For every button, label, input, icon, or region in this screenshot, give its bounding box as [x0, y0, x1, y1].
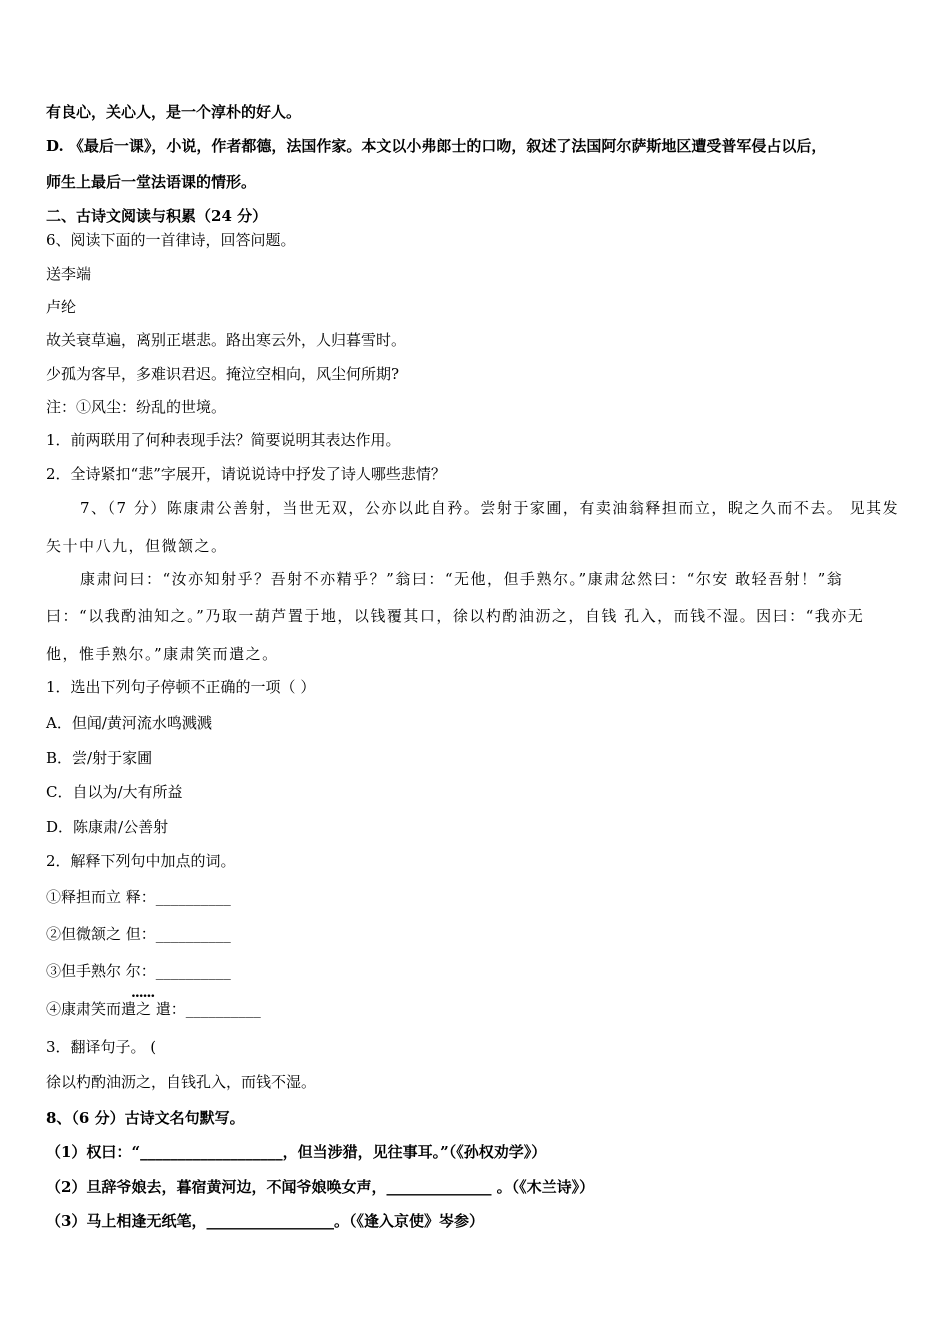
dictation-item: （1）权曰：“___________________，但当涉猎，见往事耳。”（《孙权劝学》）: [46, 1143, 547, 1161]
sub-question: 1．前两联用了何种表现手法？简要说明其表达作用。: [46, 431, 401, 449]
dictation-item: （3）马上相逢无纸笔，_________________。（《逢入京使》岑参）: [46, 1212, 484, 1230]
question-7: 7、（7 分）陈康肃公善射，当世无双，公亦以此自矜。尝射于家圃，有卖油翁释担而立，睨之久而不去。 见其发: [80, 499, 900, 517]
passage-line: 康肃问曰：“汝亦知射乎？吾射不亦精乎？”翁曰：“无他，但手熟尔。”康肃忿然曰：“尔安 敢轻吾射！”翁: [80, 570, 844, 588]
poem-line: 少孤为客早，多难识君迟。掩泣空相向，风尘何所期?: [46, 365, 400, 383]
question-6: 6、阅读下面的一首律诗，回答问题。: [46, 231, 296, 249]
poem-line: 故关衰草遍，离别正堪悲。路出寒云外，人归暮雪时。: [46, 331, 407, 349]
word-item: ②但微颔之 但：__________: [46, 925, 231, 943]
choice-b: B．尝/射于家圃: [46, 749, 153, 767]
poem-author: 卢纶: [46, 298, 77, 316]
choice-c: C．自以为/大有所益: [46, 783, 183, 801]
word-item: ③但手熟尔 尔：__________: [46, 962, 231, 980]
word-item: ①释担而立 释：__________: [46, 888, 231, 906]
sub-question: 1．选出下列句子停顿不正确的一项（ ）: [46, 678, 316, 696]
sub-question: 2．全诗紧扣“悲”字展开，请说说诗中抒发了诗人哪些悲情？: [46, 465, 446, 483]
poem-title: 送李端: [46, 265, 92, 283]
passage-line: 曰：“以我酌油知之。”乃取一葫芦置于地，以钱覆其口，徐以杓酌油沥之，自钱 孔入，而钱不湿。因曰：“我亦无: [46, 607, 865, 625]
emphasis-dots: ......: [131, 985, 155, 1001]
translation-sentence: 徐以杓酌油沥之，自钱孔入，而钱不湿。: [46, 1073, 317, 1091]
sub-question: 2．解释下列句中加点的词。: [46, 852, 236, 870]
word-item: ④康肃笑而遣之 遣：__________: [46, 1000, 261, 1018]
text-line: 师生上最后一堂法语课的情形。: [46, 173, 257, 191]
question-8: 8、（6 分）古诗文名句默写。: [46, 1109, 245, 1127]
choice-d: D．陈康肃/公善射: [46, 818, 169, 836]
passage-line: 他，惟手熟尔。”康肃笑而遣之。: [46, 645, 279, 663]
text-line: D. 《最后一课》，小说，作者都德，法国作家。本文以小弗郎士的口吻，叙述了法国阿尔萨斯地区遭受普军侵占以后，: [46, 137, 827, 155]
poem-note: 注：①风尘：纷乱的世境。: [46, 398, 227, 416]
text-line: 有良心，关心人，是一个淳朴的好人。: [46, 103, 302, 121]
section-heading: 二、古诗文阅读与积累（24 分）: [46, 207, 268, 225]
dictation-item: （2）旦辞爷娘去，暮宿黄河边，不闻爷娘唤女声，______________ 。（《木兰诗》）: [46, 1178, 595, 1196]
sub-question: 3．翻译句子。 (: [46, 1038, 157, 1056]
passage-line: 矢十中八九，但微颔之。: [46, 537, 228, 555]
choice-a: A．但闻/黄河流水鸣溅溅: [46, 714, 212, 732]
